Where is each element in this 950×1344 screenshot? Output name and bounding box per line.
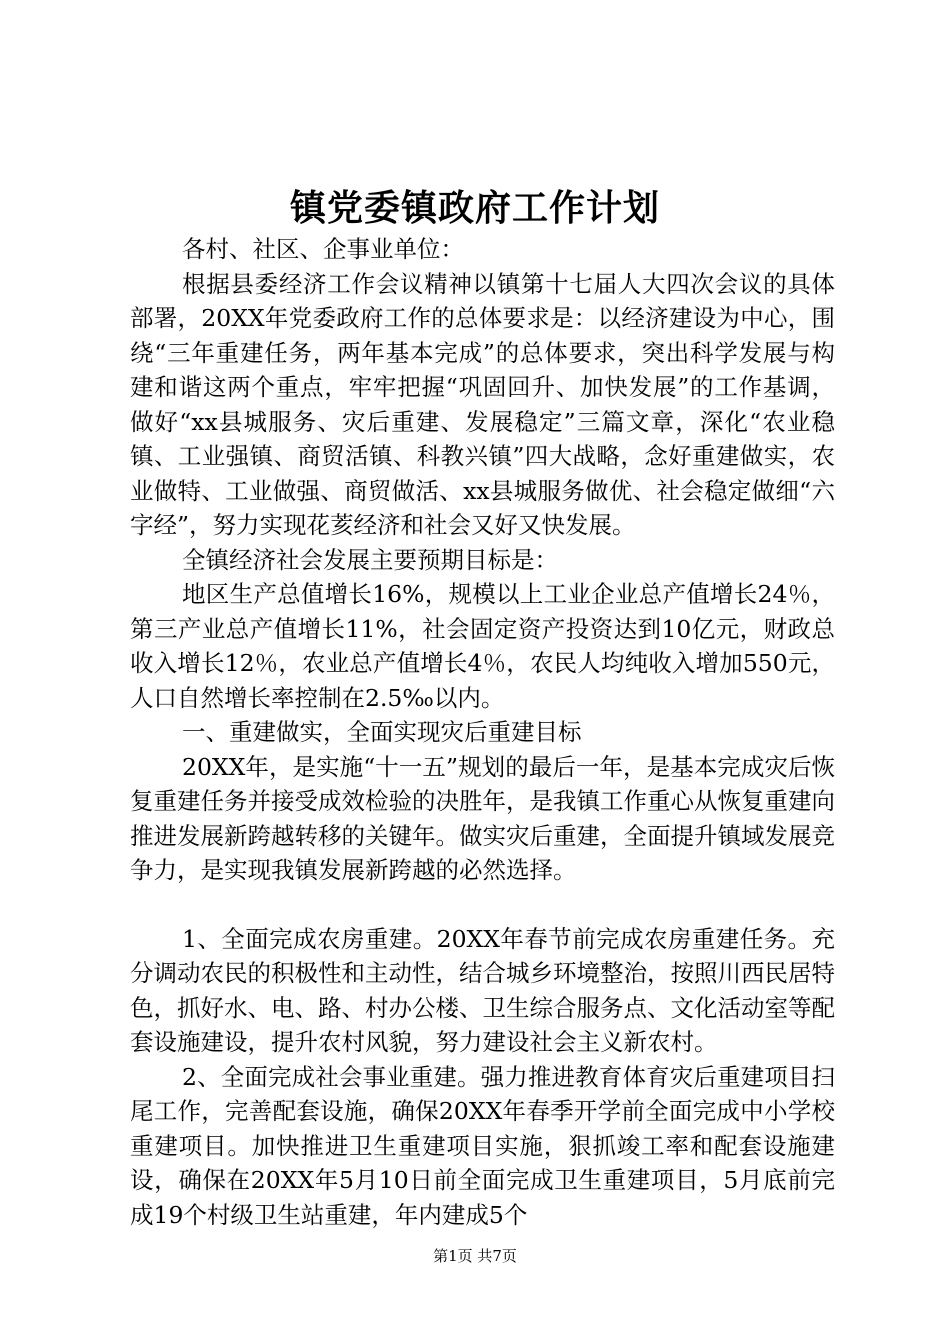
document-body: [130, 232, 835, 1232]
item-1-paragraph: 1、全面完成农房重建。20XX年春节前完成农房重建任务。充分调动农民的积极性和主动性，结合城乡环境整治，按照川西民居特色，抓好水、电、路、村办公楼、卫生综合服务点、文化活动室等配套设施建设，提升农村风貌，努力建设社会主义新农村。: [130, 924, 835, 1056]
section-1-paragraph: 20XX年，是实施“十一五”规划的最后一年，是基本完成灾后恢复重建任务并接受成效检验的决胜年，是我镇工作重心从恢复重建向推进发展新跨越转移的关键年。做实灾后重建，全面提升镇域发展竞争力，是实现我镇发展新跨越的必然选择。: [130, 752, 835, 884]
overview-paragraph: 根据县委经济工作会议精神以镇第十七届人大四次会议的具体部署，20XX年党委政府工作的总体要求是：以经济建设为中心，围绕“三年重建任务，两年基本完成”的总体要求，突出科学发展与构建和谐这两个重点，牢牢把握“巩固回升、加快发展”的工作基调，做好“xx县城服务、灾后重建、发展稳定”三篇文章，深化“农业稳镇、工业强镇、商贸活镇、科教兴镇”四大战略，念好重建做实，农业做特、工业做强、商贸做活、xx县城服务做优、社会稳定做细“六字经”，努力实现花荄经济和社会又好又快发展。: [130, 269, 835, 539]
salutation-paragraph: 各村、社区、企事业单位：: [182, 235, 464, 263]
document-title: 镇党委镇政府工作计划: [289, 187, 660, 229]
paragraph-spacer: [130, 888, 835, 922]
item-2-paragraph: 2、全面完成社会事业重建。强力推进教育体育灾后重建项目扫尾工作，完善配套设施，确保20XX年春季开学前全面完成中小学校重建项目。加快推进卫生重建项目实施，狠抓竣工率和配套设施建设，确保在20XX年5月10日前全面完成卫生重建项目，5月底前完成19个村级卫生站重建，年内建成5个: [130, 1062, 835, 1229]
page-footer: 第1页 共7页: [433, 1247, 517, 1265]
section-heading-1: 一、重建做实，全面实现灾后重建目标: [182, 718, 582, 746]
targets-paragraph: 地区生产总值增长16%，规模以上工业企业总产值增长24％，第三产业总产值增长11%，社会固定资产投资达到10亿元，财政总收入增长12％，农业总产值增长4％，农民人均纯收入增加550元，人口自然增长率控制在2.5‰以内。: [130, 580, 835, 712]
targets-intro-paragraph: 全镇经济社会发展主要预期目标是：: [182, 545, 558, 574]
